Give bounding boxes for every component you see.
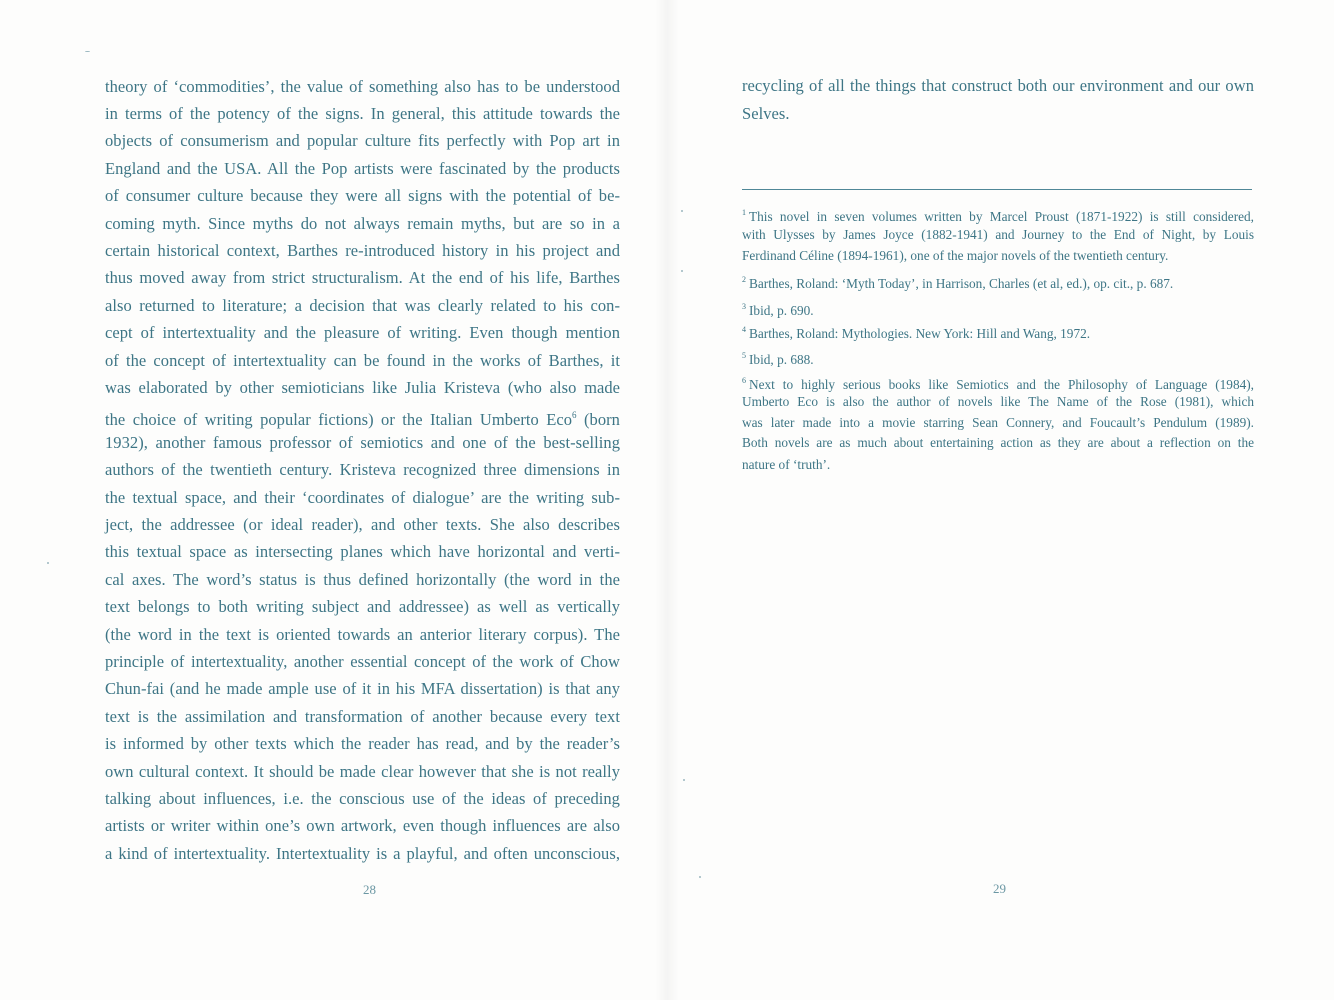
scan-speck — [681, 270, 683, 272]
body-line: is informed by other texts which the reader has read, and by the reader’s — [105, 734, 620, 753]
scan-speck — [683, 779, 685, 781]
footnote-6-line: Both novels are as much about entertaining action as they are about a reflection on the — [742, 435, 1254, 450]
footnote-divider — [742, 189, 1252, 190]
body-line: Selves. — [742, 104, 790, 123]
body-line: coming myth. Since myths do not always remain myths, but are so in a — [105, 214, 620, 233]
body-line: certain historical context, Barthes re-introduced history in his project and — [105, 241, 620, 260]
body-line: thus moved away from strict structuralism. At the end of his life, Barthes — [105, 268, 620, 287]
body-line: of the concept of intertextuality can be found in the works of Barthes, it — [105, 351, 620, 370]
footnote-text: Barthes, Roland: Mythologies. New York: Hill and Wang, 1972. — [749, 326, 1091, 341]
footnote-text: Barthes, Roland: ‘Myth Today’, in Harrison, Charles (et al, ed.), op. cit., p. 687. — [749, 276, 1174, 291]
footnote-text: Next to highly serious books like Semiotics and the Philosophy of Language (1984), — [749, 377, 1254, 392]
page-number-right: 29 — [993, 881, 1006, 896]
footnote-text: This novel in seven volumes written by Marcel Proust (1871-1922) is still considered, — [749, 209, 1254, 224]
footnote-reference: 6 — [572, 410, 577, 420]
body-line: objects of consumerism and popular culture fits perfectly with Pop art in — [105, 131, 620, 150]
footnote-6-line: was later made into a movie starring Sean Connery, and Foucault’s Pendulum (1989). — [742, 415, 1254, 430]
footnote-1-line: Ferdinand Céline (1894-1961), one of the major novels of the twentieth century. — [742, 248, 1169, 263]
footnote-text: Ibid, p. 690. — [749, 303, 814, 318]
footnote-6-line: Umberto Eco is also the author of novels like The Name of the Rose (1981), which — [742, 394, 1254, 409]
body-line: own cultural context. It should be made clear however that she is not really — [105, 762, 620, 781]
body-line: also returned to literature; a decision that was clearly related to his con- — [105, 296, 620, 315]
footnote-1 — [742, 204, 1254, 225]
body-line-tail: (born — [576, 410, 620, 429]
body-line: England and the USA. All the Pop artists were fascinated by the products — [105, 159, 620, 178]
footnote-text: Ibid, p. 688. — [749, 352, 814, 367]
body-line: was elaborated by other semioticians like Julia Kristeva (who also made — [105, 378, 620, 397]
body-line: authors of the twentieth century. Kristeva recognized three dimensions in — [105, 460, 620, 479]
body-line: recycling of all the things that construct both our environment and our own — [742, 76, 1254, 95]
footnote-1-line: with Ulysses by James Joyce (1882-1941) and Journey to the End of Night, by Louis — [742, 227, 1254, 242]
body-line: text is the assimilation and transformation of another because every text — [105, 707, 620, 726]
body-line: ject, the addressee (or ideal reader), and other texts. She also describes — [105, 515, 620, 534]
body-line: principle of intertextuality, another essential concept of the work of Chow — [105, 652, 620, 671]
body-line: this textual space as intersecting planes which have horizontal and verti- — [105, 542, 620, 561]
body-line: theory of ‘commodities’, the value of something also has to be understood — [105, 77, 620, 96]
body-line: Chun-fai (and he made ample use of it in his MFA dissertation) is that any — [105, 679, 620, 698]
footnote-2 — [742, 271, 1254, 292]
body-line: (the word in the text is oriented towards an anterior literary corpus). The — [105, 625, 620, 644]
body-line: a kind of intertextuality. Intertextuality is a playful, and often unconscious, — [105, 844, 620, 863]
footnote-6 — [742, 372, 1254, 393]
body-line: of consumer culture because they were all signs with the potential of be- — [105, 186, 620, 205]
body-line: artists or writer within one’s own artwork, even though influences are also — [105, 816, 620, 835]
body-line: cept of intertextuality and the pleasure of writing. Even though mention — [105, 323, 620, 342]
footnote-4 — [742, 321, 1254, 342]
body-line-text: the choice of writing popular fictions) or the Italian Umberto Eco — [105, 410, 573, 429]
body-line: 1932), another famous professor of semiotics and one of the best-selling — [105, 433, 620, 452]
footnote-marker: 4 — [742, 325, 746, 334]
footnote-marker: 2 — [742, 275, 746, 284]
body-line: text belongs to both writing subject and addressee) as well as vertically — [105, 597, 620, 616]
scan-speck — [85, 51, 90, 52]
body-line: talking about influences, i.e. the conscious use of the ideas of preceding — [105, 789, 620, 808]
footnote-marker: 3 — [742, 302, 746, 311]
scan-speck — [47, 562, 49, 564]
footnote-3 — [742, 298, 1254, 319]
body-line: the textual space, and their ‘coordinates of dialogue’ are the writing sub- — [105, 488, 620, 507]
scan-speck — [681, 210, 683, 212]
page-number-left: 28 — [363, 882, 376, 897]
footnote-marker: 6 — [742, 376, 746, 385]
body-line: in terms of the potency of the signs. In general, this attitude towards the — [105, 104, 620, 123]
body-line: cal axes. The word’s status is thus defined horizontally (the word in the — [105, 570, 620, 589]
footnote-5 — [742, 347, 1254, 368]
footnote-6-line: nature of ‘truth’. — [742, 457, 831, 472]
footnote-marker: 1 — [742, 208, 746, 217]
body-line-with-footnote — [105, 405, 620, 430]
scan-speck — [699, 876, 701, 878]
footnote-marker: 5 — [742, 351, 746, 360]
book-gutter — [655, 0, 679, 1000]
right-page — [667, 0, 1334, 1000]
